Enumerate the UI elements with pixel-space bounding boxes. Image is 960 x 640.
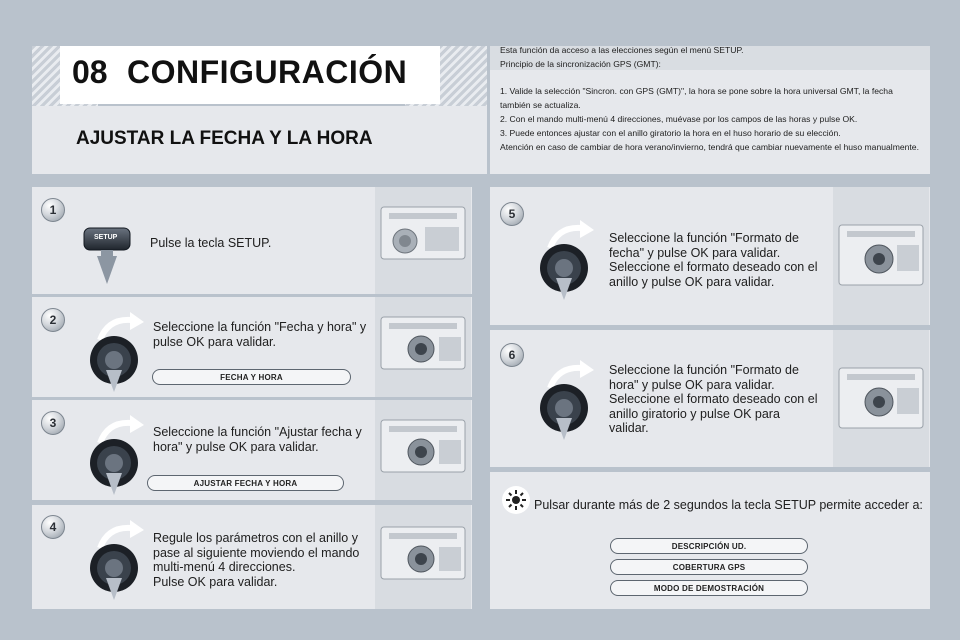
radio-panel-photo: [375, 187, 471, 294]
sun-tip-icon: [502, 486, 530, 514]
rotary-knob-icon: [86, 310, 148, 392]
intro-line-1: Esta función da acceso a las elecciones según el menú SETUP.: [500, 45, 744, 55]
setup-key-label: SETUP: [94, 234, 118, 241]
step-number-2: 2: [41, 308, 65, 332]
step-text-5: Seleccione la función "Formato de fecha" y pulse OK para validar. Seleccione el formato deseado con el anillo y pulse OK para validar.: [609, 231, 818, 289]
radio-panel-photo: [375, 505, 471, 609]
section-title: AJUSTAR LA FECHA Y LA HORA: [76, 128, 373, 149]
step-text-1: Pulse la tecla SETUP.: [150, 236, 272, 250]
setup-key-icon: [82, 222, 132, 286]
step-text-6: Seleccione la función "Formato de hora" y pulse OK para validar. Seleccione el formato deseado con el anillo giratorio y pulse OK para validar.: [609, 363, 818, 435]
step-number-1: 1: [41, 198, 65, 222]
intro-note-3: 3. Puede entonces ajustar con el anillo giratorio la hora en el huso horario de su elección.: [500, 128, 841, 138]
rotary-knob-icon: [536, 218, 598, 300]
step-number-6: 6: [500, 343, 524, 367]
intro-note-4: Atención en caso de cambiar de hora verano/invierno, tendrá que cambiar nuevamente el huso manualmente.: [500, 142, 919, 152]
rotary-knob-icon: [86, 518, 148, 600]
intro-line-2: Principio de la sincronización GPS (GMT):: [500, 59, 661, 69]
radio-panel-photo: [375, 400, 471, 500]
option-cobertura-gps[interactable]: COBERTURA GPS: [610, 559, 808, 575]
radio-panel-photo: [833, 330, 929, 467]
rotary-knob-icon: [536, 358, 598, 440]
intro-note-1: 1. Valide la selección "Sincron. con GPS (GMT)", la hora se pone sobre la hora universal GMT, la fecha también se actualiza.: [500, 86, 893, 111]
page-title: CONFIGURACIÓN: [127, 54, 408, 90]
radio-panel-photo: [833, 187, 929, 325]
option-fecha-y-hora[interactable]: FECHA Y HORA: [152, 369, 351, 385]
tip-text: Pulsar durante más de 2 segundos la tecla SETUP permite acceder a:: [534, 498, 923, 512]
rotary-knob-icon: [86, 413, 148, 495]
step-number-3: 3: [41, 411, 65, 435]
step-text-3: Seleccione la función "Ajustar fecha y hora" y pulse OK para validar.: [153, 425, 362, 454]
option-ajustar-fecha-y-hora[interactable]: AJUSTAR FECHA Y HORA: [147, 475, 344, 491]
chapter-number: 08: [72, 54, 108, 90]
step-number-4: 4: [41, 515, 65, 539]
intro-note-2: 2. Con el mando multi-menú 4 direcciones, muévase por los campos de las horas y pulse OK.: [500, 114, 858, 124]
option-modo-de-demostracion[interactable]: MODO DE DEMOSTRACIÓN: [610, 580, 808, 596]
step-text-2: Seleccione la función "Fecha y hora" y pulse OK para validar.: [153, 320, 367, 349]
radio-panel-photo: [375, 297, 471, 397]
step-text-4: Regule los parámetros con el anillo y pase al siguiente moviendo el mando multi-menú 4 direcciones. Pulse OK para validar.: [153, 531, 360, 589]
option-descripcion-ud[interactable]: DESCRIPCIÓN UD.: [610, 538, 808, 554]
step-number-5: 5: [500, 202, 524, 226]
